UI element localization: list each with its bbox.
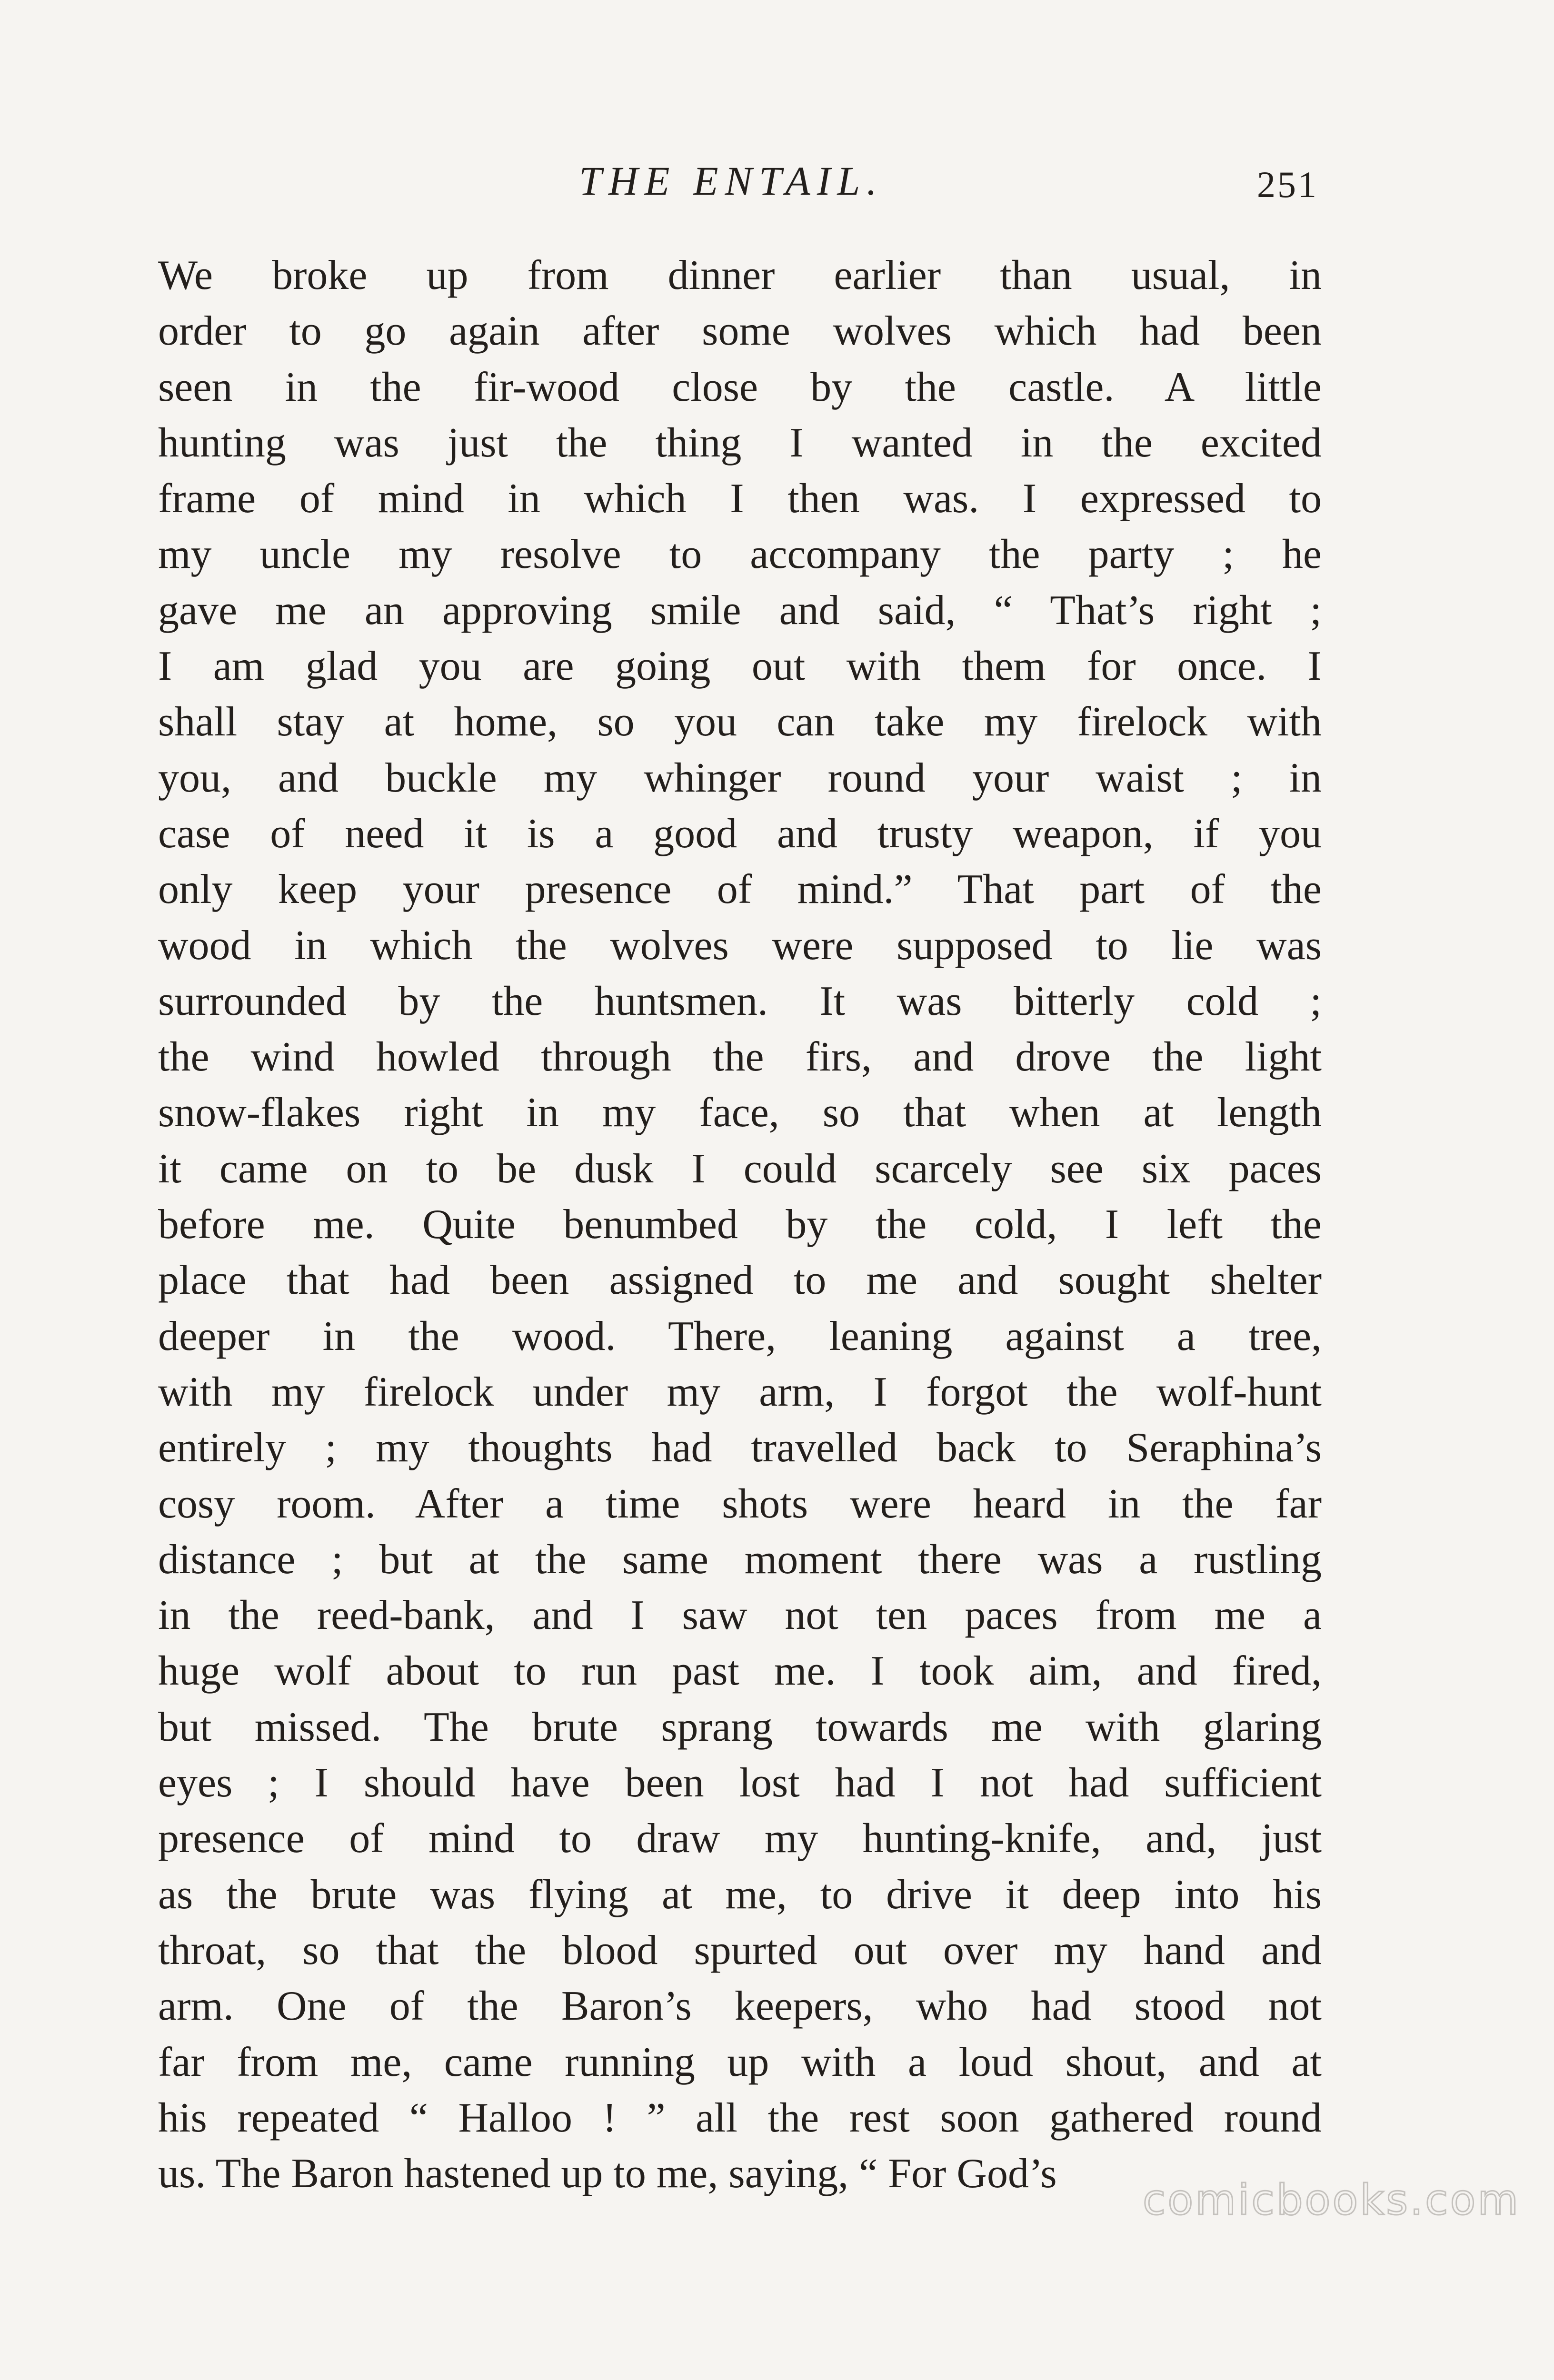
text-line: far from me, came running up with a loud shout, and at xyxy=(158,2039,1322,2085)
text-line: eyes ; I should have been lost had I not had sufficient xyxy=(158,1760,1322,1806)
running-header xyxy=(0,152,1554,209)
text-line: before me. Quite benumbed by the cold, I left the xyxy=(158,1201,1322,1248)
text-line: arm. One of the Baron’s keepers, who had stood not xyxy=(158,1983,1322,2030)
text-line: distance ; but at the same moment there was a rustling xyxy=(158,1536,1322,1583)
text-line: wood in which the wolves were supposed to lie was xyxy=(158,922,1322,969)
text-line: snow-flakes right in my face, so that when at length xyxy=(158,1090,1322,1136)
text-line: only keep your presence of mind.” That part of the xyxy=(158,866,1322,913)
text-line: but missed. The brute sprang towards me with glaring xyxy=(158,1704,1322,1750)
page-number: 251 xyxy=(1257,164,1318,205)
text-line: seen in the fir-wood close by the castle. A little xyxy=(158,364,1322,410)
text-line: the wind howled through the firs, and drove the light xyxy=(158,1034,1322,1081)
text-line: his repeated “ Halloo ! ” all the rest soon gathered round xyxy=(158,2094,1322,2141)
text-line: frame of mind in which I then was. I expressed to xyxy=(158,476,1322,522)
text-line: shall stay at home, so you can take my firelock with xyxy=(158,699,1322,745)
text-line: in the reed-bank, and I saw not ten paces from me a xyxy=(158,1592,1322,1639)
watermark: comicbooks.com xyxy=(1143,2175,1521,2224)
text-line: order to go again after some wolves which had been xyxy=(158,308,1322,355)
text-line: with my firelock under my arm, I forgot the wolf-hunt xyxy=(158,1368,1322,1415)
text-line: deeper in the wood. There, leaning against a tree, xyxy=(158,1313,1322,1359)
text-line: huge wolf about to run past me. I took aim, and fired, xyxy=(158,1648,1322,1695)
text-line: gave me an approving smile and said, “ That’s right ; xyxy=(158,587,1322,634)
text-line: place that had been assigned to me and sought shelter xyxy=(158,1257,1322,1304)
text-line: hunting was just the thing I wanted in the excited xyxy=(158,419,1322,466)
text-line: it came on to be dusk I could scarcely see six paces xyxy=(158,1145,1322,1192)
text-line: I am glad you are going out with them for once. I xyxy=(158,643,1322,690)
text-line: as the brute was flying at me, to drive it deep into his xyxy=(158,1871,1322,1918)
text-line: my uncle my resolve to accompany the party ; he xyxy=(158,531,1322,578)
text-line: us. The Baron hastened up to me, saying, “ For God’s xyxy=(158,2151,1057,2197)
text-line: case of need it is a good and trusty weapon, if you xyxy=(158,810,1322,857)
text-line: presence of mind to draw my hunting-knife, and, just xyxy=(158,1815,1322,1862)
text-line: surrounded by the huntsmen. It was bitterly cold ; xyxy=(158,978,1322,1024)
text-line: We broke up from dinner earlier than usual, in xyxy=(158,252,1322,298)
text-line: you, and buckle my whinger round your waist ; in xyxy=(158,754,1322,801)
running-title: THE ENTAIL. xyxy=(579,158,884,204)
text-line: cosy room. After a time shots were heard in the far xyxy=(158,1480,1322,1527)
body-text xyxy=(158,248,1322,2202)
text-line: throat, so that the blood spurted out over my hand and xyxy=(158,1927,1322,1973)
text-line: entirely ; my thoughts had travelled back to Seraphina’s xyxy=(158,1425,1322,1471)
